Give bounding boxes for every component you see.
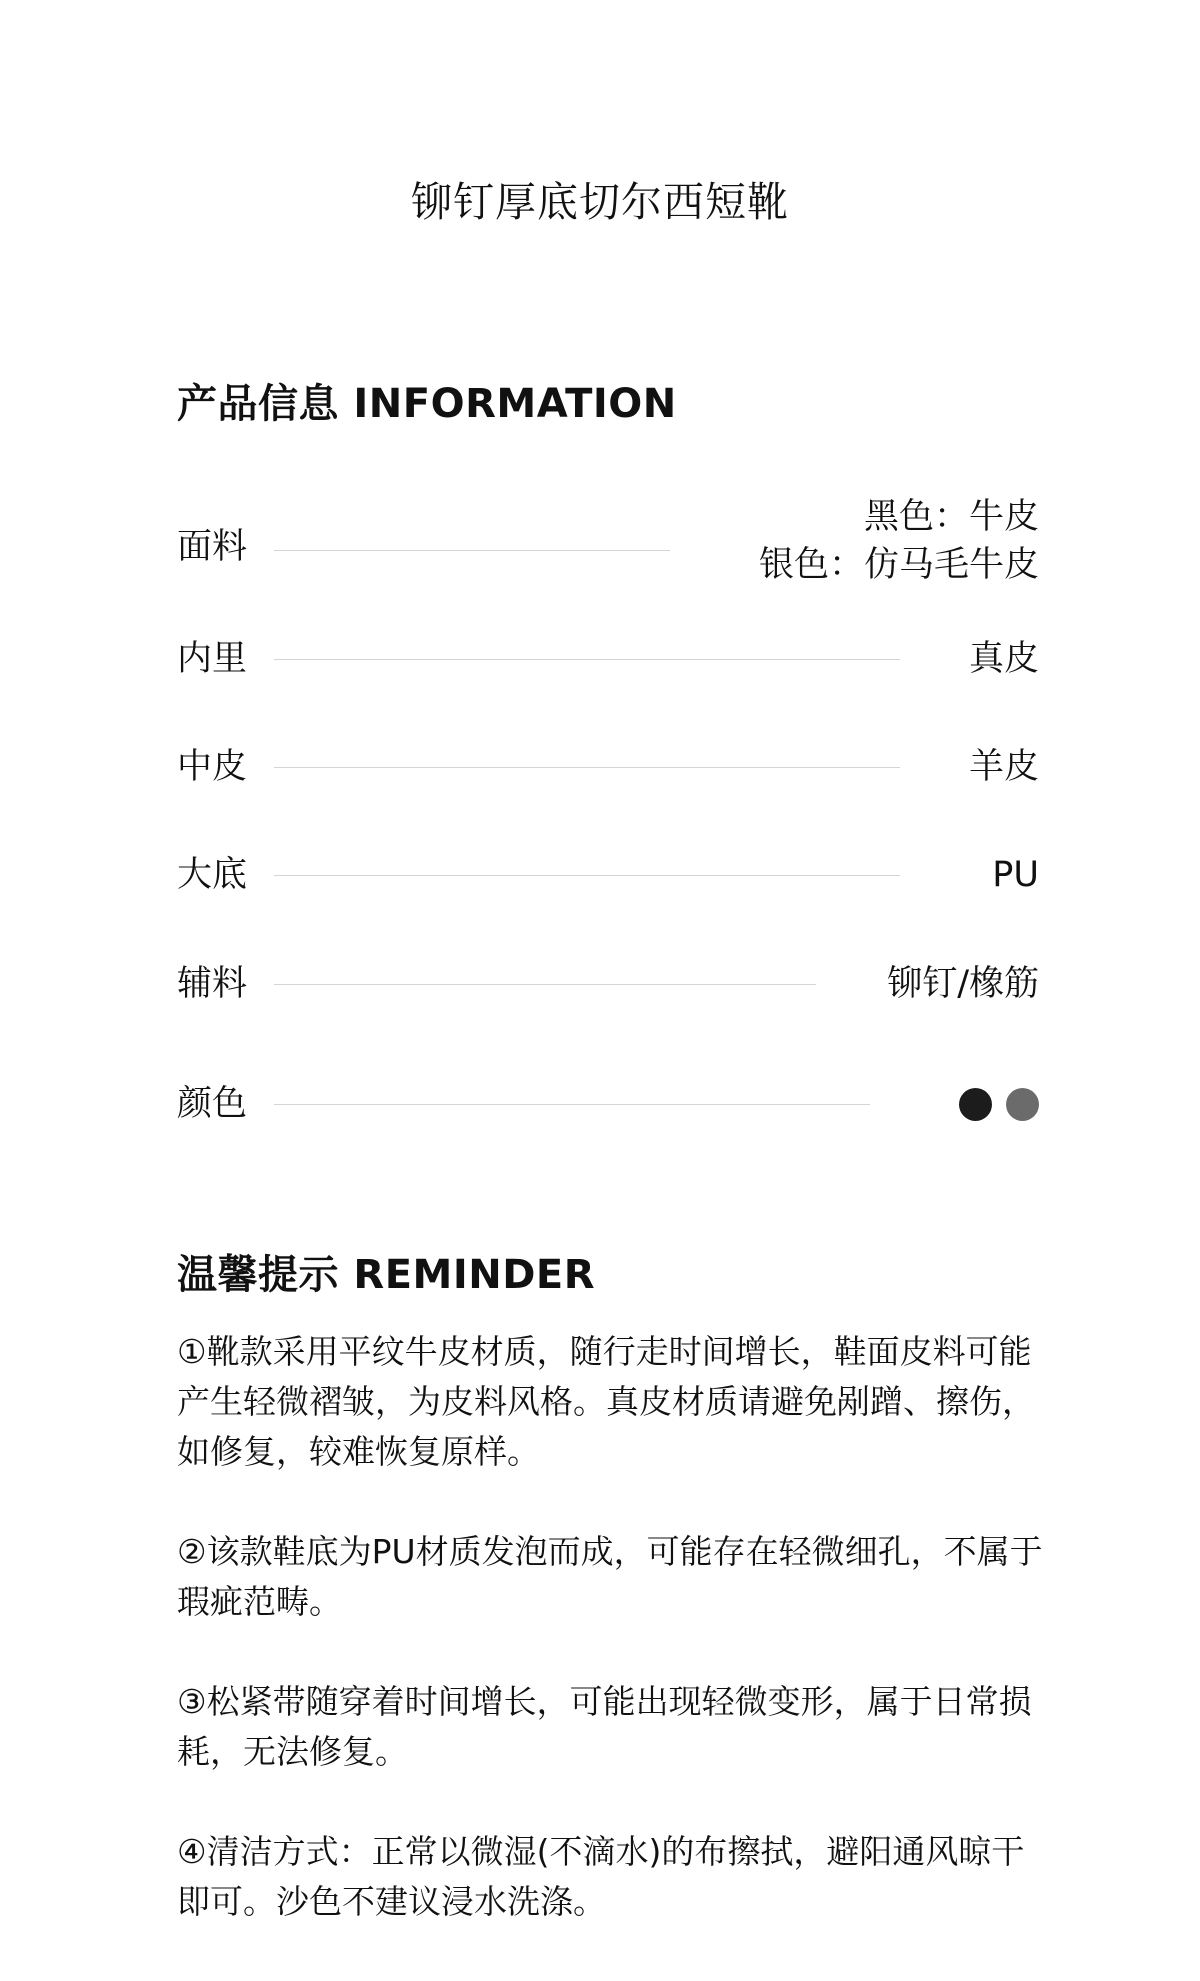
spec-row-outsole <box>177 851 1039 899</box>
spec-label: 颜色 <box>177 1084 248 1124</box>
product-title: 铆钉厚底切尔西短靴 <box>411 178 789 226</box>
spec-label: 面料 <box>177 527 248 567</box>
spec-divider <box>274 984 816 985</box>
spec-divider <box>274 1104 870 1105</box>
spec-value <box>759 493 1039 589</box>
information-heading: 产品信息 INFORMATION <box>177 381 677 427</box>
spec-row-color <box>177 1080 1039 1128</box>
reminder-item: ②该款鞋底为PU材质发泡而成，可能存在轻微细孔，不属于瑕疵范畴。 <box>177 1532 1043 1621</box>
color-swatches <box>959 1088 1039 1121</box>
spec-row-midsole-leather <box>177 743 1039 791</box>
spec-divider <box>274 659 900 660</box>
spec-label: 中皮 <box>177 747 248 787</box>
spec-row-fabric <box>177 493 1039 603</box>
spec-label: 大底 <box>177 855 248 895</box>
spec-value-line: 黑色：牛皮 <box>863 497 1039 537</box>
spec-value: 真皮 <box>968 639 1039 679</box>
color-swatch-black <box>959 1088 992 1121</box>
spec-value: 铆钉/橡筋 <box>887 964 1039 1004</box>
reminder-item: ③松紧带随穿着时间增长，可能出现轻微变形，属于日常损耗，无法修复。 <box>177 1682 1032 1771</box>
spec-label: 内里 <box>177 639 248 679</box>
spec-divider <box>274 767 900 768</box>
spec-label: 辅料 <box>177 964 248 1004</box>
spec-value: 羊皮 <box>968 747 1039 787</box>
spec-row-accessories <box>177 960 1039 1008</box>
color-swatch-silver <box>1006 1088 1039 1121</box>
spec-divider <box>274 550 670 551</box>
reminder-item: ④清洁方式：正常以微湿(不滴水)的布擦拭，避阳通风晾干即可。沙色不建议浸水洗涤。 <box>177 1832 1025 1921</box>
spec-value: PU <box>992 855 1039 895</box>
spec-row-lining <box>177 635 1039 683</box>
spec-value-line: 银色：仿马毛牛皮 <box>758 545 1039 585</box>
spec-divider <box>274 875 900 876</box>
reminder-heading: 温馨提示 REMINDER <box>177 1252 596 1298</box>
reminder-item: ①靴款采用平纹牛皮材质，随行走时间增长，鞋面皮料可能产生轻微褶皱，为皮料风格。真皮材质请避免剐蹭、擦伤，如修复，较难恢复原样。 <box>177 1332 1035 1471</box>
